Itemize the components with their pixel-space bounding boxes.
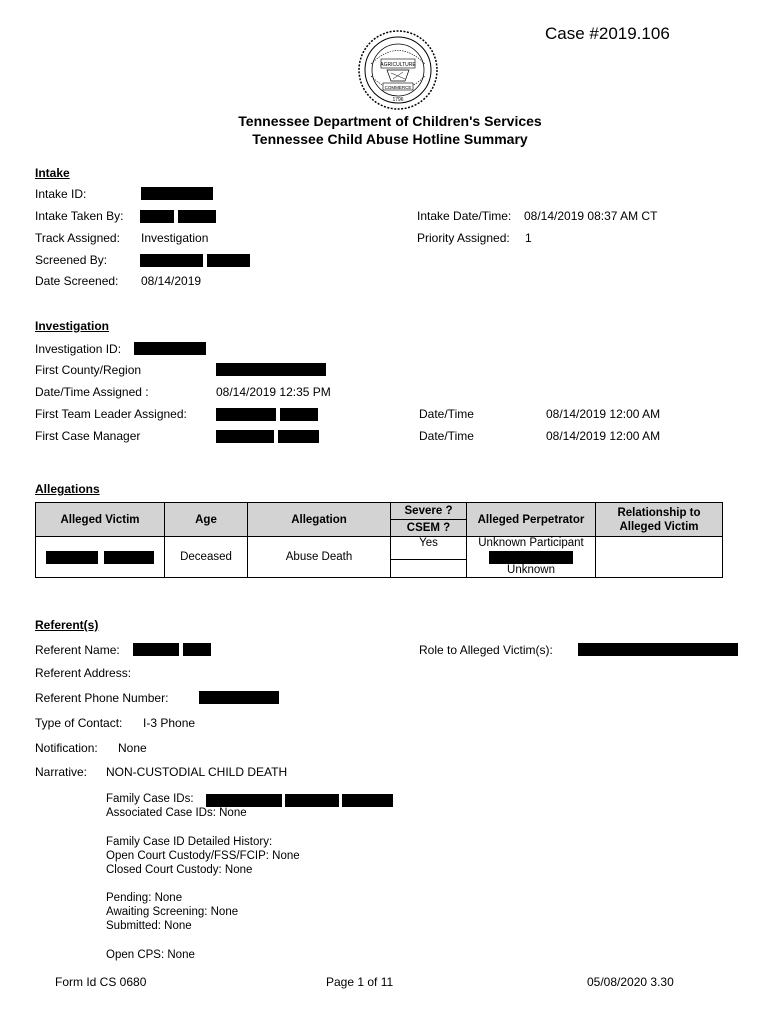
redaction [133,643,179,656]
case-number: Case #2019.106 [545,24,670,43]
role-to-victim-label: Role to Alleged Victim(s): [419,643,553,657]
redaction [140,210,174,223]
state-seal [357,29,439,111]
first-county-label: First County/Region [35,363,142,377]
family-case-ids: Family Case IDs: [106,793,194,805]
type-of-contact-label: Type of Contact: [35,716,123,730]
cell-relationship [596,537,723,578]
footer-page-number: Page 1 of 11 [326,975,394,989]
referent-phone-label: Referent Phone Number: [35,691,169,705]
col-csem: CSEM ? [391,520,467,537]
type-of-contact-value: I-3 Phone [143,716,196,730]
submitted: Submitted: None [106,920,192,932]
footer-date: 05/08/2020 3.30 [587,975,674,989]
redaction [278,430,319,443]
intake-date-time-label: Intake Date/Time: [417,209,512,223]
awaiting-screening: Awaiting Screening: None [106,906,239,918]
team-leader-date-value: 08/14/2019 12:00 AM [546,407,661,421]
seal-text-agriculture: AGRICULTURE [380,62,416,68]
date-screened-value: 08/14/2019 [141,274,202,288]
open-court-custody: Open Court Custody/FSS/FCIP: None [106,850,300,862]
redaction [140,254,203,267]
redaction [134,342,206,355]
redaction [141,187,213,200]
redaction [342,794,393,807]
intake-date-time-value: 08/14/2019 08:37 AM CT [524,209,658,223]
investigation-id-label: Investigation ID: [35,342,122,356]
intake-id-label: Intake ID: [35,187,87,201]
date-screened-label: Date Screened: [35,274,119,288]
intake-taken-by-label: Intake Taken By: [35,209,124,223]
case-manager-label: First Case Manager [35,429,141,443]
footer-form-id: Form Id CS 0680 [55,975,147,989]
case-manager-date-label: Date/Time [419,429,474,443]
associated-case-ids: Associated Case IDs: None [106,807,247,819]
allegations-table [35,502,723,578]
closed-court-custody: Closed Court Custody: None [106,864,253,876]
redaction [489,551,573,564]
referent-name-label: Referent Name: [35,643,120,657]
pending: Pending: None [106,892,183,904]
redaction [199,691,279,704]
redaction [206,794,282,807]
narrative-value: NON-CUSTODIAL CHILD DEATH [106,765,288,779]
redaction [280,408,318,421]
notification-label: Notification: [35,741,98,755]
investigation-heading: Investigation [35,319,110,333]
cell-age: Deceased [165,537,248,578]
detailed-history: Family Case ID Detailed History: [106,836,273,848]
perpetrator-status: Unknown [507,564,555,576]
intake-heading: Intake [35,166,70,180]
cell-severe: Yes [391,537,467,560]
col-severe: Severe ? [391,503,467,520]
cell-allegation: Abuse Death [248,537,391,578]
document-title: Tennessee Department of Children's Services [238,113,542,129]
allegations-heading: Allegations [35,482,100,496]
redaction [104,551,154,564]
date-time-assigned-value: 08/14/2019 12:35 PM [216,385,331,399]
redaction [285,794,339,807]
referent-heading: Referent(s) [35,618,99,632]
seal-text-commerce: COMMERCE [384,85,412,90]
document-subtitle: Tennessee Child Abuse Hotline Summary [252,131,528,147]
narrative-label: Narrative: [35,765,88,779]
referent-address-label: Referent Address: [35,666,132,680]
col-alleged-perpetrator: Alleged Perpetrator [467,503,596,537]
priority-assigned-value: 1 [525,231,532,245]
date-time-assigned-label: Date/Time Assigned : [35,385,149,399]
redaction [46,551,98,564]
redaction [183,643,211,656]
seal-text-year: 1796 [392,97,404,103]
cell-alleged-perpetrator [467,537,596,578]
case-manager-date-value: 08/14/2019 12:00 AM [546,429,661,443]
screened-by-label: Screened By: [35,253,108,267]
priority-assigned-label: Priority Assigned: [417,231,510,245]
col-alleged-victim: Alleged Victim [36,503,165,537]
open-cps: Open CPS: None [106,949,195,961]
col-age: Age [165,503,248,537]
col-relationship [596,503,723,537]
track-assigned-value: Investigation [141,231,209,245]
redaction [178,210,216,223]
redaction [216,430,274,443]
redaction [207,254,250,267]
col-relationship-line1: Relationship to [617,506,701,519]
team-leader-label: First Team Leader Assigned: [35,407,187,421]
notification-value: None [118,741,147,755]
redaction [578,643,738,656]
redaction [216,408,276,421]
cell-csem [391,560,467,578]
cell-alleged-victim [36,537,165,578]
perpetrator-name: Unknown Participant [478,537,584,549]
redaction [216,363,326,376]
team-leader-date-label: Date/Time [419,407,474,421]
track-assigned-label: Track Assigned: [35,231,120,245]
col-relationship-line2: Alleged Victim [619,520,699,533]
col-allegation: Allegation [248,503,391,537]
